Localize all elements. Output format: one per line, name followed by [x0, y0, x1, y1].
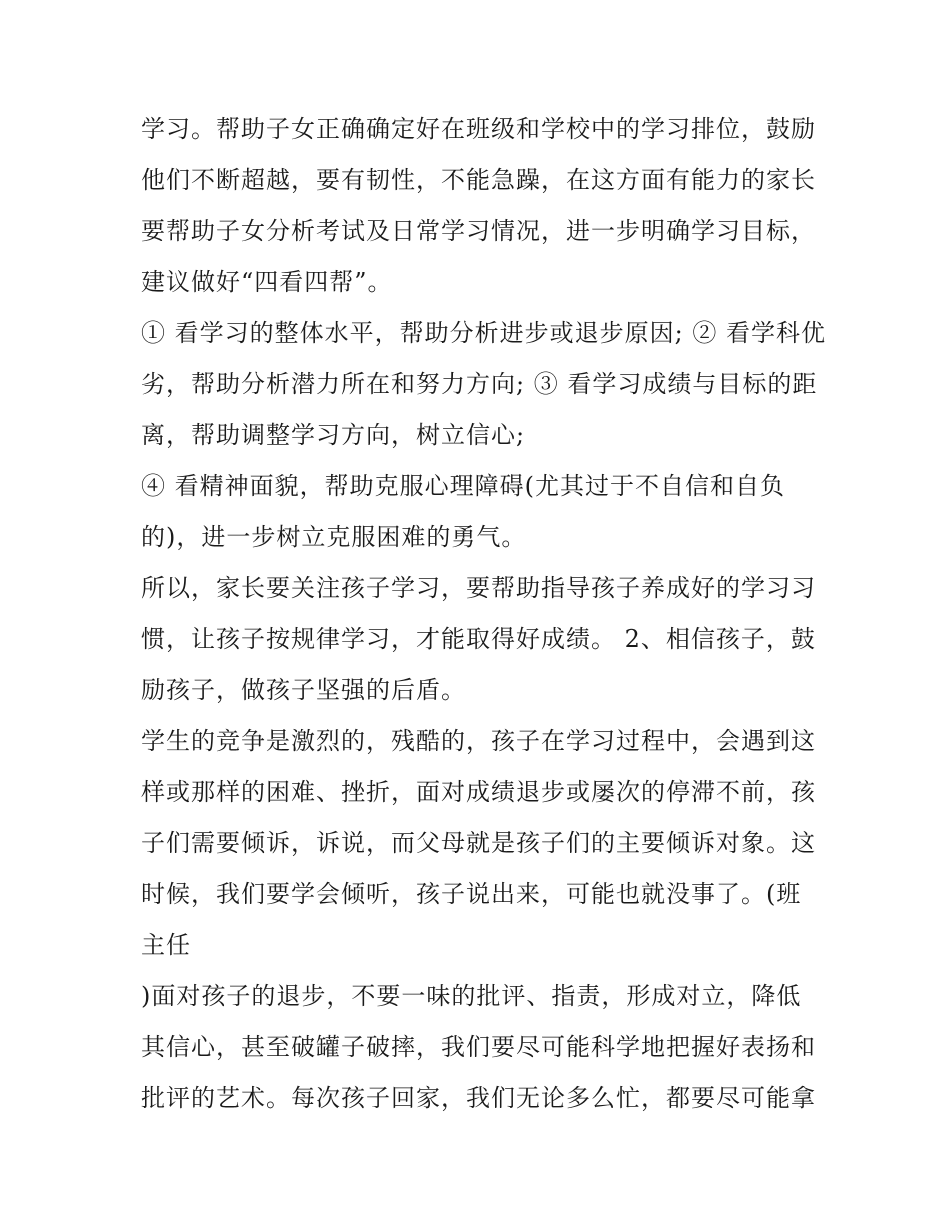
text-line: 样或那样的困难、挫折，面对成绩退步或屡次的停滞不前，孩 [141, 778, 816, 806]
text-line: 批评的艺术。每次孩子回家，我们无论多么忙，都要尽可能拿 [141, 1084, 816, 1112]
text-line: 时候，我们要学会倾听，孩子说出来，可能也就没事了。(班 [141, 880, 802, 908]
text-line: 他们不断超越，要有韧性，不能急躁，在这方面有能力的家长 [141, 166, 816, 194]
text-line: 主任 [141, 931, 191, 959]
text-line: 劣，帮助分析潜力所在和努力方向; ③ 看学习成绩与目标的距 [141, 370, 818, 398]
text-line: 励孩子，做孩子坚强的后盾。 [141, 676, 466, 704]
text-line: ① 看学习的整体水平，帮助分析进步或退步原因; ② 看学科优 [141, 319, 826, 347]
text-line: ④ 看精神面貌，帮助克服心理障碍(尤其过于不自信和自负 [141, 472, 785, 500]
text-line: 的)，进一步树立克服困难的勇气。 [141, 523, 527, 551]
text-line: 学习。帮助子女正确确定好在班级和学校中的学习排位，鼓励 [141, 115, 816, 143]
text-line: )面对孩子的退步，不要一味的批评、指责，形成对立，降低 [141, 982, 802, 1010]
text-line: 所以，家长要关注孩子学习，要帮助指导孩子养成好的学习习 [141, 574, 816, 602]
document-body [141, 104, 826, 1124]
text-line: 要帮助子女分析考试及日常学习情况，进一步明确学习目标， [141, 217, 816, 245]
text-line: 惯，让孩子按规律学习，才能取得好成绩。 2、相信孩子，鼓 [141, 625, 816, 653]
text-line: 学生的竞争是激烈的，残酷的，孩子在学习过程中，会遇到这 [141, 727, 816, 755]
text-line: 子们需要倾诉，诉说，而父母就是孩子们的主要倾诉对象。这 [141, 829, 816, 857]
text-line: 建议做好“四看四帮”。 [141, 268, 393, 296]
text-line: 离，帮助调整学习方向，树立信心; [141, 421, 526, 449]
text-line: 其信心，甚至破罐子破摔，我们要尽可能科学地把握好表扬和 [141, 1033, 816, 1061]
